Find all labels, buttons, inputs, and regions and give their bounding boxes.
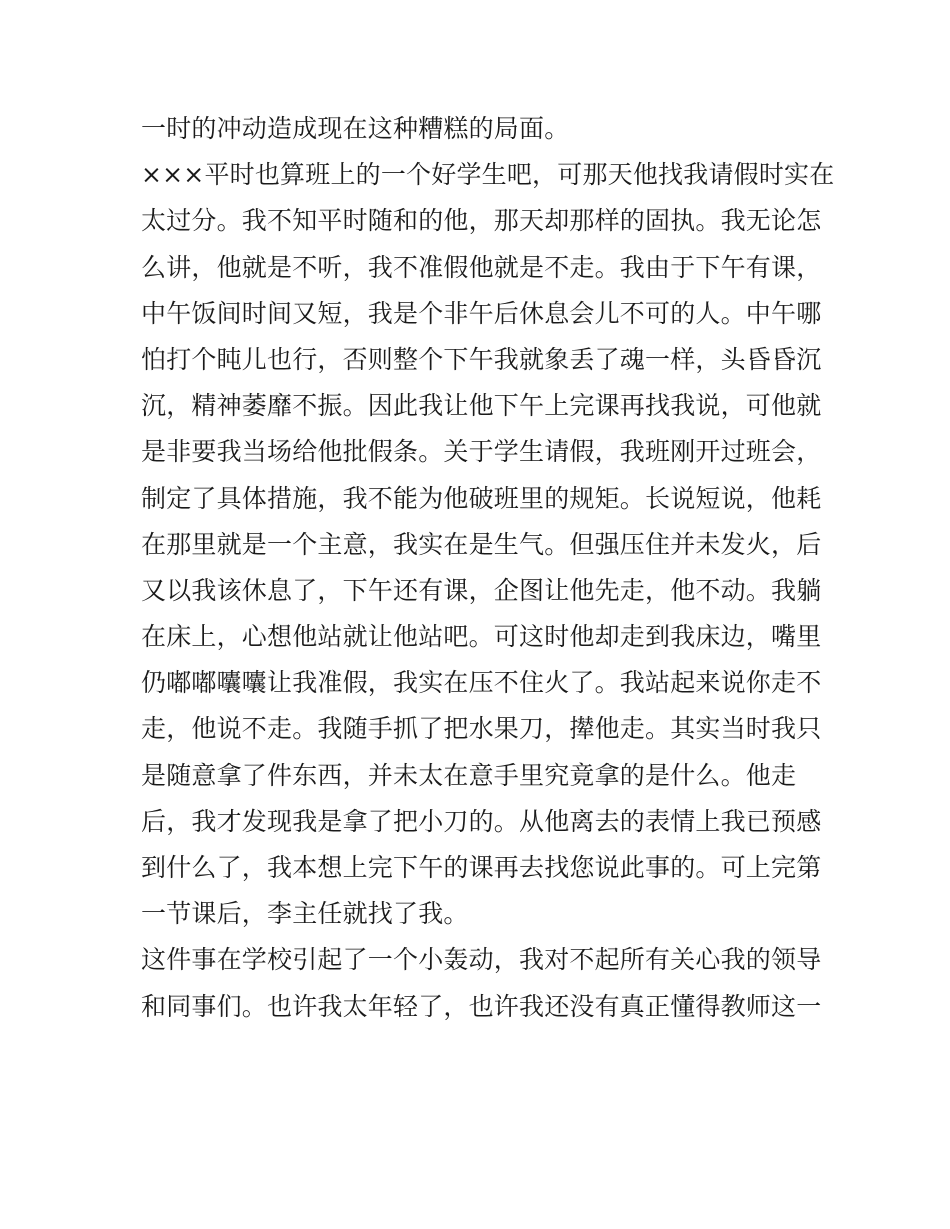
text-line: 和同事们。也许我太年轻了，也许我还没有真正懂得教师这一 xyxy=(141,991,822,1021)
text-line: 是非要我当场给他批假条。关于学生请假，我班刚开过班会， xyxy=(141,437,822,467)
text-line: 一节课后，李主任就找了我。 xyxy=(141,899,469,929)
body-text xyxy=(141,106,835,1030)
text-line: 太过分。我不知平时随和的他，那天却那样的固执。我无论怎 xyxy=(141,206,822,236)
text-line: 怕打个盹儿也行，否则整个下午我就象丢了魂一样，头昏昏沉 xyxy=(141,344,822,374)
text-line: 是随意拿了件东西，并未太在意手里究竟拿的是什么。他走 xyxy=(141,760,797,790)
text-line: 仍嘟嘟囔囔让我准假，我实在压不住火了。我站起来说你走不 xyxy=(141,668,822,698)
text-line: 么讲，他就是不听，我不准假他就是不走。我由于下午有课， xyxy=(141,252,822,282)
text-line: 制定了具体措施，我不能为他破班里的规矩。长说短说，他耗 xyxy=(141,483,822,513)
text-line: 又以我该休息了，下午还有课，企图让他先走，他不动。我躺 xyxy=(141,575,822,605)
text-line: ×××平时也算班上的一个好学生吧，可那天他找我请假时实在 xyxy=(141,160,835,190)
text-line: 一时的冲动造成现在这种糟糕的局面。 xyxy=(141,114,570,143)
text-line: 沉，精神萎靡不振。因此我让他下午上完课再找我说，可他就 xyxy=(141,391,822,421)
text-line: 在那里就是一个主意，我实在是生气。但强压住并未发火，后 xyxy=(141,529,822,559)
text-line: 走，他说不走。我随手抓了把水果刀，撵他走。其实当时我只 xyxy=(141,714,822,744)
text-line: 这件事在学校引起了一个小轰动，我对不起所有关心我的领导 xyxy=(141,945,822,975)
text-line: 在床上，心想他站就让他站吧。可这时他却走到我床边，嘴里 xyxy=(141,622,822,652)
text-line: 到什么了，我本想上完下午的课再去找您说此事的。可上完第 xyxy=(141,853,822,882)
text-line: 中午饭间时间又短，我是个非午后休息会儿不可的人。中午哪 xyxy=(141,298,822,328)
text-line: 后，我才发现我是拿了把小刀的。从他离去的表情上我已预感 xyxy=(141,806,822,836)
